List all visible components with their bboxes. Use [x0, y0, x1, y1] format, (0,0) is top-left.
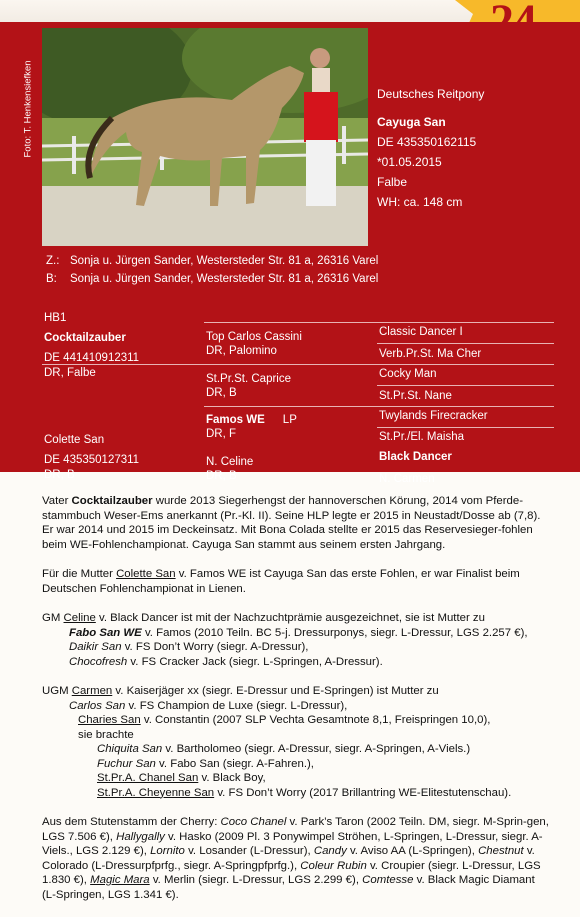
horse-name: Cayuga San — [377, 115, 446, 129]
horse-height: WH: ca. 148 cm — [377, 195, 463, 209]
sire-number: DE 441410912311 — [44, 352, 140, 364]
dam-info: DR, B — [44, 469, 75, 481]
owners — [46, 252, 378, 288]
sire — [44, 310, 139, 382]
sire-hb: HB1 — [44, 312, 67, 324]
dam-name: Colette San — [44, 434, 105, 446]
sire-dam — [206, 372, 291, 400]
gg-4: St.Pr.St. Nane — [379, 390, 452, 402]
dam-dam-info: DR, B — [206, 470, 237, 482]
dam — [44, 432, 139, 484]
gg-2: Verb.Pr.St. Ma Cher — [379, 348, 482, 360]
owner-label: B: — [46, 273, 57, 285]
breed: Deutsches Reitpony — [377, 87, 485, 101]
sire-dam-info: DR, B — [206, 387, 237, 399]
breeder-label: Z.: — [46, 255, 60, 267]
horse-photo — [42, 28, 368, 246]
photo-credit: Foto: T. Henkensiefken — [22, 60, 34, 158]
sire-dam-name: St.Pr.St. Caprice — [206, 373, 292, 385]
horse-color: Falbe — [377, 175, 408, 189]
gg-5: Twylands Firecracker — [379, 410, 488, 422]
horse-ueln: DE 435350162115 — [377, 135, 477, 149]
dam-dam — [206, 455, 253, 483]
gg-6: St.Pr./El. Maisha — [379, 431, 465, 443]
breeder-value: Sonja u. Jürgen Sander, Westersteder Str. 81 a, 26316 Varel — [70, 255, 379, 267]
dam-number: DE 435350127311 — [44, 454, 140, 466]
paragraph-sire: Vater Cocktailzauber wurde 2013 Siegerhengst der hannoverschen Körung, 2014 vom Pferde-stammbuch Weser-Ems anerkannt (Pr.-Kl. II). Seine HLP legte er 2015 in Neustadt/Dosse ab (7,8). Er war 2014 und 2015 im Deckeinsatz. Mit Bona Colada stellte er 2015 das Reservesieger-fohlen beim WE-Fohlenchampionat. Cayuga San stammt aus seinem ersten Jahrgang. — [42, 495, 541, 551]
header-panel — [0, 22, 580, 485]
paragraph-granddam: GM Celine v. Black Dancer ist mit der Nachzuchtprämie ausgezeichnet, sie ist Mutter zu Fabo San WE v. Famos (2010 Teiln. BC 5-j. Dressurponys, siegr. L-Dressur, LGS 2.257 €), Daikir San v. FS Don’t Worry (siegr. A-Dressur), Chocofresh v. FS Cracker Jack (siegr. L-Springen, A-Dressur). — [42, 612, 528, 668]
sire-name: Cocktailzauber — [44, 332, 126, 344]
description — [42, 494, 550, 917]
paragraph-mare-line: Aus dem Stutenstamm der Cherry: Coco Chanel v. Park’s Taron (2002 Teiln. DM, siegr. M-Sprin-gen, LGS 7.506 €), Hallygally v. Hasko (2009 Pl. 3 Ponywimpel Ströhen, L-Springen, L-Dressur, siegr. A-Viels., LGS 2.129 €), Lornito v. Losander (L-Dressur), Candy v. Aviso AA (L-Springen), Chestnut v. Colorado (L-Dressurpfprfg., siegr. A-Springpfprfg.), Coleur Rubin v. Croupier (siegr. L-Dressur, LGS 1.830 €), Magic Mara v. Merlin (siegr. L-Dressur, LGS 2.299 €), Comtesse v. Black Magic Diamant (L-Springen, LGS 1.341 €). — [42, 816, 549, 901]
dam-sire-extra: LP — [282, 414, 297, 426]
paragraph-dam: Für die Mutter Colette San v. Famos WE ist Cayuga San das erste Fohlen, er war Finalist beim Deutschen Fohlenchampionat in Lienen. — [42, 568, 520, 595]
dam-sire — [206, 413, 297, 441]
gg-1: Classic Dancer I — [379, 326, 463, 338]
dam-dam-name: N. Celine — [206, 456, 254, 468]
dam-sire-info: DR, F — [206, 428, 237, 440]
sire-sire-info: DR, Palomino — [206, 345, 277, 357]
owner-value: Sonja u. Jürgen Sander, Westersteder Str. 81 a, 26316 Varel — [70, 273, 379, 285]
sire-info: DR, Falbe — [44, 367, 96, 379]
gg-8: N. Carmen — [379, 473, 435, 485]
sire-sire — [206, 330, 302, 358]
horse-info — [377, 84, 484, 212]
dam-sire-name: Famos WE — [206, 414, 265, 426]
sire-sire-name: Top Carlos Cassini — [206, 331, 302, 343]
gg-7: Black Dancer — [379, 451, 452, 463]
horse-birthdate: *01.05.2015 — [377, 155, 442, 169]
gg-3: Cocky Man — [379, 368, 437, 380]
paragraph-great-granddam: UGM Carmen v. Kaiserjäger xx (siegr. E-Dressur und E-Springen) ist Mutter zu Carlos San v. FS Champion de Luxe (siegr. L-Dressur), Charies San v. Constantin (2007 SLP Vechta Gesamtnote 8,1, Freispringen 10,0), sie brachte Chiquita San v. Bartholomeo (siegr. A-Dressur, siegr. A-Springen, A-Viels.) Fuchur San v. Fabo San (siegr. A-Fahren.), St.Pr.A. Chanel San v. Black Boy, St.Pr.A. Cheyenne San v. FS Don’t Worry (2017 Brillantring WE-Elitestutenschau). — [42, 685, 512, 799]
